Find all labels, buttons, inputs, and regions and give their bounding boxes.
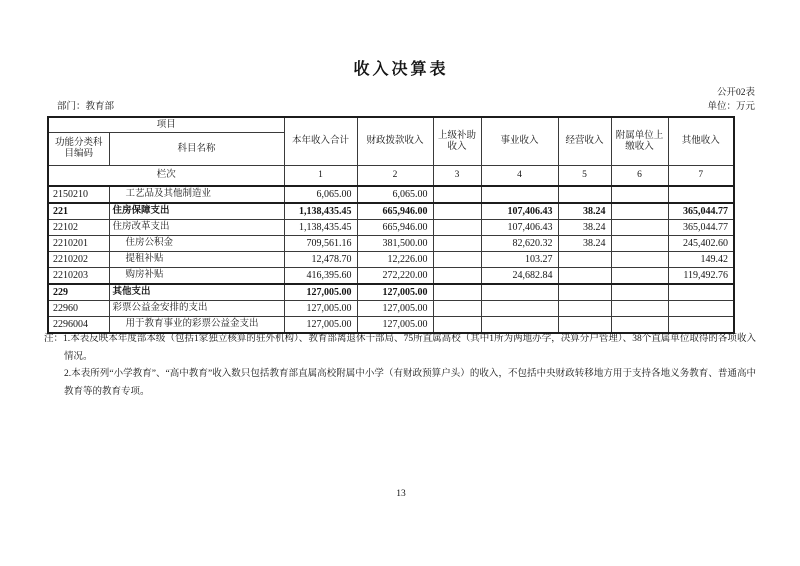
value-cell: 365,044.77 xyxy=(668,203,734,220)
value-cell xyxy=(481,186,558,203)
value-cell xyxy=(611,268,668,285)
value-cell xyxy=(558,186,611,203)
value-cell: 365,044.77 xyxy=(668,220,734,236)
footnote-2: 2.本表所列“小学教育”、“高中教育”收入数只包括教育部直属高校附属中小学（有财政预算户头）的收入，不包括中央财政转移地方用于支持各地义务教育、普通高中教育等的教育专项。 xyxy=(64,369,756,397)
value-cell: 127,005.00 xyxy=(357,317,433,334)
value-cell: 127,005.00 xyxy=(284,317,357,334)
header-col-operating: 经营收入 xyxy=(558,117,611,166)
header-col-number: 1 xyxy=(284,166,357,187)
subject-name-cell: 住房保障支出 xyxy=(109,203,284,220)
value-cell xyxy=(668,186,734,203)
subject-code-cell: 22102 xyxy=(48,220,109,236)
value-cell xyxy=(558,284,611,301)
value-cell xyxy=(611,186,668,203)
subject-code-cell: 2210201 xyxy=(48,236,109,252)
value-cell xyxy=(611,236,668,252)
department-label: 部门：教育部 xyxy=(57,102,115,112)
value-cell: 127,005.00 xyxy=(284,284,357,301)
value-cell: 24,682.84 xyxy=(481,268,558,285)
value-cell xyxy=(433,236,481,252)
header-col-other: 其他收入 xyxy=(668,117,734,166)
value-cell: 107,406.43 xyxy=(481,220,558,236)
header-col-number: 2 xyxy=(357,166,433,187)
subject-name-cell: 彩票公益金安排的支出 xyxy=(109,301,284,317)
value-cell: 107,406.43 xyxy=(481,203,558,220)
value-cell: 12,226.00 xyxy=(357,252,433,268)
header-col-affiliated: 附属单位上缴收入 xyxy=(611,117,668,166)
value-cell xyxy=(668,301,734,317)
header-project: 项目 xyxy=(48,117,284,133)
value-cell xyxy=(433,268,481,285)
subject-code-cell: 221 xyxy=(48,203,109,220)
value-cell xyxy=(611,252,668,268)
value-cell: 245,402.60 xyxy=(668,236,734,252)
value-cell: 1,138,435.45 xyxy=(284,220,357,236)
value-cell: 6,065.00 xyxy=(284,186,357,203)
header-col-number: 6 xyxy=(611,166,668,187)
value-cell: 127,005.00 xyxy=(284,301,357,317)
value-cell: 82,620.32 xyxy=(481,236,558,252)
subject-name-cell: 住房改革支出 xyxy=(109,220,284,236)
page-number: 13 xyxy=(396,489,406,499)
value-cell: 38.24 xyxy=(558,203,611,220)
value-cell xyxy=(433,301,481,317)
header-col-number: 7 xyxy=(668,166,734,187)
value-cell: 1,138,435.45 xyxy=(284,203,357,220)
header-row-index-label: 栏次 xyxy=(48,166,284,187)
table-row xyxy=(48,301,734,317)
value-cell xyxy=(668,284,734,301)
value-cell: 381,500.00 xyxy=(357,236,433,252)
subject-code-cell: 2150210 xyxy=(48,186,109,203)
subject-code-cell: 22960 xyxy=(48,301,109,317)
value-cell: 665,946.00 xyxy=(357,220,433,236)
value-cell xyxy=(481,284,558,301)
table-row xyxy=(48,186,734,203)
table-row xyxy=(48,236,734,252)
subject-code-cell: 2296004 xyxy=(48,317,109,334)
subject-name-cell: 工艺品及其他制造业 xyxy=(109,186,284,203)
form-code-label: 公开02表 xyxy=(716,88,755,98)
value-cell: 119,492.76 xyxy=(668,268,734,285)
table-row xyxy=(48,220,734,236)
header-col-total: 本年收入合计 xyxy=(284,117,357,166)
subject-code-cell: 2210203 xyxy=(48,268,109,285)
subject-name-cell: 提租补贴 xyxy=(109,252,284,268)
income-statement-table xyxy=(47,116,735,334)
value-cell: 127,005.00 xyxy=(357,301,433,317)
subject-name-cell: 其他支出 xyxy=(109,284,284,301)
subject-name-cell: 用于教育事业的彩票公益金支出 xyxy=(109,317,284,334)
value-cell xyxy=(433,252,481,268)
value-cell xyxy=(611,220,668,236)
subject-name-cell: 住房公积金 xyxy=(109,236,284,252)
header-col-number: 3 xyxy=(433,166,481,187)
value-cell xyxy=(558,301,611,317)
header-row-project xyxy=(48,117,734,133)
value-cell xyxy=(611,301,668,317)
header-col-superior-subsidy: 上级补助收入 xyxy=(433,117,481,166)
value-cell xyxy=(558,252,611,268)
value-cell: 272,220.00 xyxy=(357,268,433,285)
value-cell: 12,478.70 xyxy=(284,252,357,268)
subject-code-cell: 229 xyxy=(48,284,109,301)
footnotes xyxy=(44,331,756,401)
value-cell xyxy=(611,203,668,220)
value-cell: 38.24 xyxy=(558,220,611,236)
table-row xyxy=(48,203,734,220)
table-header xyxy=(48,117,734,186)
value-cell: 127,005.00 xyxy=(357,284,433,301)
value-cell: 103.27 xyxy=(481,252,558,268)
value-cell xyxy=(433,186,481,203)
header-code: 功能分类科目编码 xyxy=(48,133,109,166)
unit-label: 单位：万元 xyxy=(707,102,755,112)
value-cell: 6,065.00 xyxy=(357,186,433,203)
subject-code-cell: 2210202 xyxy=(48,252,109,268)
header-subject: 科目名称 xyxy=(109,133,284,166)
table-row xyxy=(48,268,734,285)
header-row-index xyxy=(48,166,734,187)
header-col-number: 5 xyxy=(558,166,611,187)
table-row xyxy=(48,284,734,301)
value-cell: 416,395.60 xyxy=(284,268,357,285)
header-col-number: 4 xyxy=(481,166,558,187)
table-row xyxy=(48,252,734,268)
header-col-fiscal: 财政拨款收入 xyxy=(357,117,433,166)
value-cell xyxy=(433,203,481,220)
header-col-business: 事业收入 xyxy=(481,117,558,166)
value-cell: 38.24 xyxy=(558,236,611,252)
value-cell: 149.42 xyxy=(668,252,734,268)
value-cell xyxy=(433,284,481,301)
page-title: 收入决算表 xyxy=(353,61,449,78)
value-cell xyxy=(433,220,481,236)
meta-line xyxy=(57,98,755,112)
table-body xyxy=(48,186,734,333)
value-cell: 709,561.16 xyxy=(284,236,357,252)
value-cell xyxy=(558,268,611,285)
value-cell xyxy=(611,284,668,301)
value-cell: 665,946.00 xyxy=(357,203,433,220)
subject-name-cell: 购房补贴 xyxy=(109,268,284,285)
value-cell xyxy=(481,301,558,317)
footnote-1: 注：1.本表反映本年度部本级（包括1家独立核算的驻外机构）、教育部离退休干部局、75所直属高校（其中1所为两地办学，决算分户管理）、38个直属单位取得的各项收入情况。 xyxy=(44,334,756,362)
